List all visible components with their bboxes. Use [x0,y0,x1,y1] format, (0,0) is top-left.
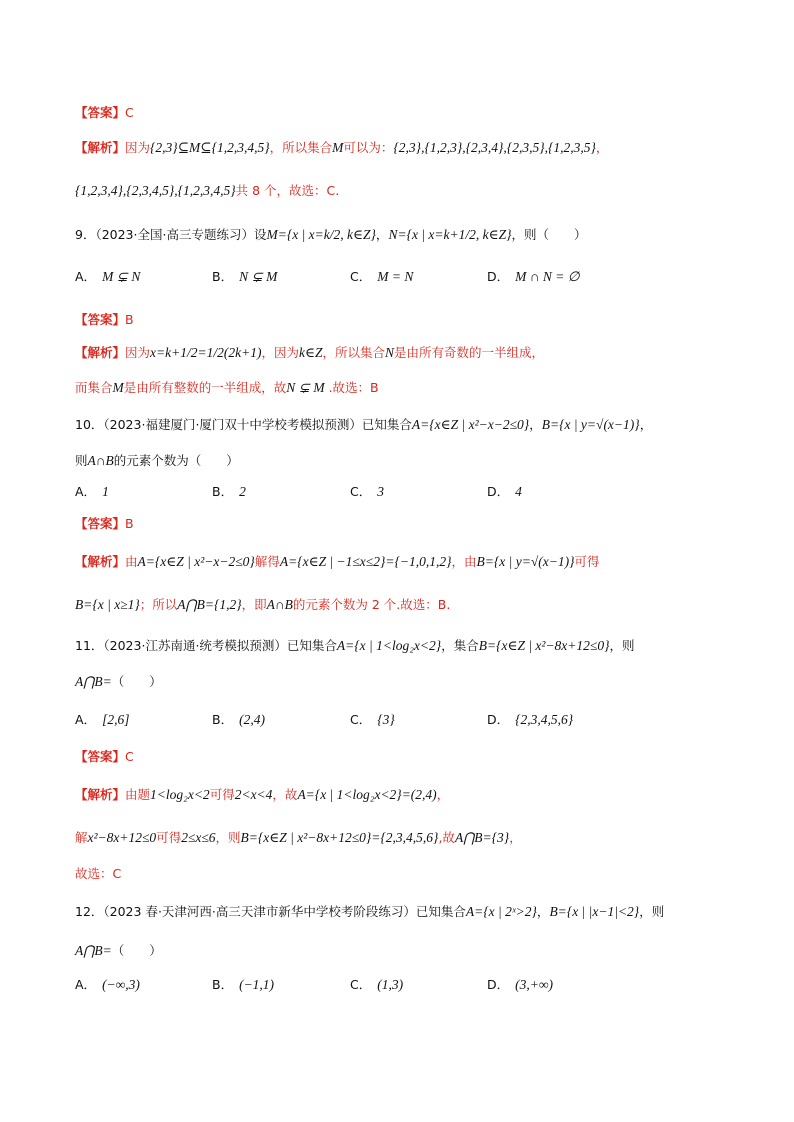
text-span: B [125,312,134,327]
option-q9-0 [75,268,140,286]
math-expression: A⋂B= [75,943,112,958]
option-label: B． [212,712,234,727]
math-expression: M={x | x=k/2, k∈Z} [266,227,376,242]
option-expression: 1 [102,484,109,499]
option-expression: (−∞,3) [102,977,140,992]
option-expression: M ⊊ N [102,269,141,284]
text-span: ， [639,417,653,432]
text-span: ， [595,140,609,155]
text-span: C [125,105,134,120]
math-expression: A={x∈Z | −1≤x≤2}={−1,0,1,2} [279,554,452,569]
text-line-l23 [75,942,162,960]
text-span: ， [536,904,550,919]
option-expression: 3 [377,484,384,499]
option-q9-3 [487,268,580,286]
text-span: ；所以 [139,597,178,612]
option-q11-3 [487,711,573,729]
option-q11-2 [350,711,395,729]
answer-tag: 【答案】 [75,749,126,764]
option-label: D． [487,977,510,992]
math-expression: M [332,140,344,155]
text-span: ，则（ ） [511,227,587,242]
option-q9-1 [212,268,277,286]
option-q12-2 [350,976,403,994]
text-span: 可以为： [343,140,394,155]
option-q10-3 [487,483,522,501]
text-span: 则 [75,453,88,468]
text-span: 故选：C [75,866,122,881]
option-q9-2 [350,268,413,286]
math-expression: A∩B [266,597,293,612]
math-expression: {1,2,3,4},{2,3,4,5},{1,2,3,4,5} [75,183,236,198]
math-expression: x²−8x+12≤0 [87,830,157,845]
text-span: ，则 [639,904,665,919]
text-line-l1 [75,104,134,122]
text-span: B [125,516,134,531]
option-label: D． [487,269,510,284]
text-line-l7 [75,344,544,362]
math-expression: N [384,345,394,360]
option-q11-1 [212,711,265,729]
text-line-l13 [75,553,600,571]
math-expression: A={x∈Z | x²−x−2≤0} [411,417,530,432]
text-span: 的元素个数为 2 个.故选：B. [292,597,451,612]
option-expression: M = N [377,269,414,284]
text-span: 11．（2023·江苏南通·统考模拟预测）已知集合 [75,638,337,653]
text-span: 可得 [574,554,600,569]
option-q10-1 [212,483,246,501]
option-label: D． [487,484,510,499]
math-expression: A⋂B= [75,674,112,689]
math-expression: B={x∈Z | x²−8x+12≤0} [478,638,610,653]
text-line-l19 [75,786,449,804]
text-line-l16 [75,673,162,691]
math-expression: B={x | x≥1} [75,597,140,612]
option-expression: {2,3,4,5,6} [515,712,574,727]
text-span: ，所以集合 [322,345,385,360]
text-span: 解 [75,830,88,845]
text-line-l14 [75,596,450,614]
option-label: B． [212,977,234,992]
text-span: ，由 [451,554,477,569]
option-expression: {3} [377,712,395,727]
text-line-l6 [75,311,134,329]
text-line-l10 [75,452,239,470]
text-span: 由 [125,554,138,569]
math-expression: B={x | y=√(x−1)} [541,417,640,432]
text-span: ，则 [609,638,635,653]
text-line-l20 [75,829,522,847]
math-expression: A∩B [87,453,114,468]
option-label: C． [350,269,372,284]
option-label: A． [75,712,97,727]
math-expression: {2,3}⊆M⊆{1,2,3,4,5} [150,140,270,155]
text-span: （ ） [111,674,162,689]
text-span: ,故 [438,830,455,845]
math-expression: A={x | 1<log₂x<2} [336,638,442,653]
text-span: 是由所有整数的一半组成，故 [123,380,287,395]
text-span: 9．（2023·全国·高三专题练习）设 [75,227,267,242]
math-expression: A={x | 1<log₂x<2}=(2,4) [297,787,437,802]
text-span: ， [529,417,542,432]
text-span: .故选：B [324,380,379,395]
option-label: D． [487,712,510,727]
text-line-l21 [75,865,121,883]
option-q12-1 [212,976,274,994]
option-expression: 2 [239,484,246,499]
text-line-l15 [75,637,635,655]
math-expression: B={x | y=√(x−1)} [476,554,575,569]
text-span: 因为 [125,140,151,155]
text-span: ，故 [272,787,298,802]
answer-tag: 【解析】 [75,345,126,360]
text-span: 共 8 个，故选：C. [235,183,340,198]
text-line-l2 [75,139,608,157]
option-label: C． [350,977,372,992]
answer-tag: 【答案】 [75,516,126,531]
text-line-l18 [75,748,134,766]
answer-tag: 【答案】 [75,312,126,327]
math-expression: A⋂B={1,2} [177,597,242,612]
math-expression: A⋂B={3} [454,830,510,845]
text-span: ，即 [241,597,267,612]
math-expression: B={x | |x−1|<2} [549,904,640,919]
text-span: ， [436,787,450,802]
text-span: 12．（2023 春·天津河西·高三天津市新华中学校考阶段练习）已知集合 [75,904,466,919]
option-expression: M ∩ N = ∅ [515,269,580,284]
text-span: 10．（2023·福建厦门·厦门双十中学校考模拟预测）已知集合 [75,417,412,432]
math-expression: A={x∈Z | x²−x−2≤0} [137,554,255,569]
text-line-l22 [75,903,664,921]
text-line-l12 [75,515,134,533]
text-span: ，因为 [261,345,299,360]
option-label: B． [212,269,234,284]
math-expression: A={x | 2ˣ>2} [465,904,537,919]
option-expression: 4 [515,484,522,499]
text-span: 是由所有奇数的一半组成， [394,345,545,360]
math-expression: {2,3},{1,2,3},{2,3,4},{2,3,5},{1,2,3,5} [393,140,596,155]
answer-tag: 【答案】 [75,105,126,120]
text-line-l9 [75,416,652,434]
math-expression: 2≤x≤6 [181,830,216,845]
option-q12-0 [75,976,140,994]
math-expression: N={x | x=k+1/2, k∈Z} [388,227,512,242]
text-span: 解得 [254,554,280,569]
text-span: 由题 [125,787,151,802]
text-span: 的元素个数为（ ） [113,453,239,468]
text-span: 可得 [156,830,182,845]
option-q10-2 [350,483,384,501]
math-expression: 1<log₂x<2 [150,787,210,802]
text-span: ，所以集合 [269,140,333,155]
option-label: A． [75,269,97,284]
answer-tag: 【解析】 [75,554,126,569]
text-span: 因为 [125,345,151,360]
option-label: C． [350,484,372,499]
text-span: ，集合 [441,638,479,653]
option-expression: (−1,1) [239,977,275,992]
option-label: A． [75,977,97,992]
math-expression: B={x∈Z | x²−8x+12≤0}={2,3,4,5,6} [240,830,439,845]
text-span: ，则 [215,830,241,845]
math-expression: M [112,380,124,395]
option-expression: (1,3) [377,977,404,992]
math-expression: k∈Z [298,345,323,360]
text-span: （ ） [111,943,162,958]
text-span: 可得 [209,787,235,802]
text-span: ， [509,830,522,845]
option-expression: (3,+∞) [515,977,553,992]
option-q11-0 [75,711,129,729]
text-line-l3 [75,182,339,200]
text-line-l4 [75,226,587,244]
option-expression: [2,6] [102,712,130,727]
option-expression: (2,4) [239,712,265,727]
math-expression: x=k+1/2=1/2(2k+1) [150,345,262,360]
text-span: C [125,749,134,764]
text-span: 而集合 [75,380,113,395]
option-label: B． [212,484,234,499]
math-expression: N ⊊ M [286,380,325,395]
option-q10-0 [75,483,109,501]
text-span: ， [375,227,389,242]
option-label: C． [350,712,372,727]
answer-tag: 【解析】 [75,140,126,155]
option-label: A． [75,484,97,499]
option-q12-3 [487,976,553,994]
math-expression: 2<x<4 [234,787,273,802]
answer-tag: 【解析】 [75,787,126,802]
text-line-l8 [75,379,379,397]
option-expression: N ⊊ M [239,269,278,284]
